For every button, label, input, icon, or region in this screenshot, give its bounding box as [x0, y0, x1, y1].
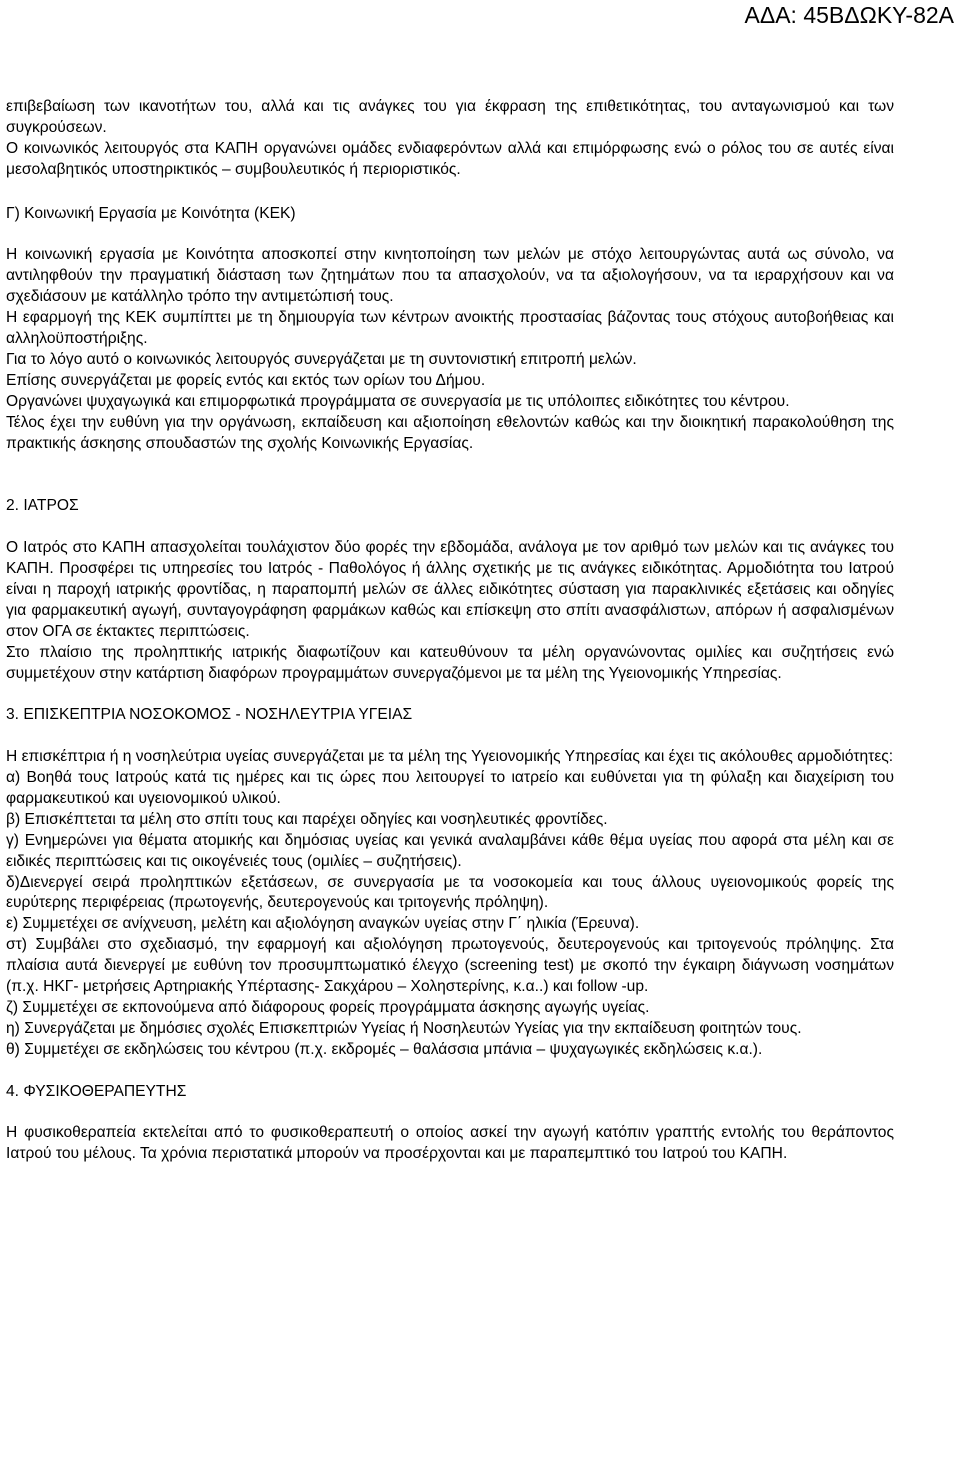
nurse-item: η) Συνεργάζεται με δημόσιες σχολές Επισκεπτριών Υγείας ή Νοσηλευτών Υγείας για την εκπαίδευση φοιτητών τους. — [6, 1019, 802, 1037]
kek-paragraph-1: Η κοινωνική εργασία με Κοινότητα αποσκοπεί στην κινητοποίηση των μελών με στόχο λειτουργώντας αυτά ως σύνολο, να αντιληφθούν την πραγματική διάσταση των ζητημάτων που τα απασχολούν, να τα αξιολογήσουν, να τα ιεραρχήσουν και να σχεδιάσουν με κατάλληλο τρόπο την αντιμετώπισή τους. — [6, 246, 894, 306]
nurse-item: α) Βοηθά τους Ιατρούς κατά τις ημέρες και τις ώρες που λειτουργεί το ιατρείο και ευθύνεται για τη φύλαξη και διαχείριση του φαρμακευτικού και υγειονομικού υλικού. — [6, 769, 894, 807]
document-page — [6, 97, 894, 1165]
kek-paragraph-3: Για το λόγο αυτό ο κοινωνικός λειτουργός συνεργάζεται με τη συντονιστική επιτροπή μελών. — [6, 350, 637, 368]
nurse-intro: Η επισκέπτρια ή η νοσηλεύτρια υγείας συνεργάζεται με τα μέλη της Υγειονομικής Υπηρεσίας και έχει τις ακόλουθες αρμοδιότητες: — [6, 748, 894, 766]
section-nurse-title: 3. ΕΠΙΣΚΕΠΤΡΙΑ ΝΟΣΟΚΟΜΟΣ - ΝΟΣΗΛΕΥΤΡΙΑ ΥΓΕΙΑΣ — [6, 706, 413, 724]
nurse-item: ζ) Συμμετέχει σε εκπονούμενα από διάφορους φορείς προγράμματα άσκησης αγωγής υγείας. — [6, 998, 650, 1016]
intro-paragraph-2: Ο κοινωνικός λειτουργός στα ΚΑΠΗ οργανώνει ομάδες ενδιαφερόντων αλλά και επιμόρφωσης ενώ ο ρόλος του σε αυτές είναι μεσολαβητικός υποστηρικτικός – συμβουλευτικός ή περιοριστικός. — [6, 139, 894, 178]
nurse-item: β) Επισκέπτεται τα μέλη στο σπίτι τους και παρέχει οδηγίες και νοσηλευτικές φροντίδες. — [6, 810, 608, 828]
kek-paragraph-2: Η εφαρμογή της ΚΕΚ συμπίπτει με τη δημιουργία των κέντρων ανοικτής προστασίας βάζοντας τους στόχους αυτοβοήθειας και αλληλοϋποστήριξης. — [6, 309, 894, 348]
section-kek-title: Γ) Κοινωνική Εργασία με Κοινότητα (ΚΕΚ) — [6, 204, 296, 222]
section-physio-title: 4. ΦΥΣΙΚΟΘΕΡΑΠΕΥΤΗΣ — [6, 1082, 187, 1100]
kek-paragraph-5: Οργανώνει ψυχαγωγικά και επιμορφωτικά προγράμματα σε συνεργασία με τις υπόλοιπες ειδικότητες του κέντρου. — [6, 392, 790, 410]
intro-paragraph-1: επιβεβαίωση των ικανοτήτων του, αλλά και τις ανάγκες του για έκφραση της επιθετικότητας, του ανταγωνισμού και των συγκρούσεων. — [6, 98, 894, 136]
doctor-paragraph-1: Ο Ιατρός στο ΚΑΠΗ απασχολείται τουλάχιστον δύο φορές την εβδομάδα, ανάλογα με τον αριθμό των μελών και τις ανάγκες του ΚΑΠΗ. Προσφέρει τις υπηρεσίες του Ιατρός - Παθολόγος ή άλλης σχετικής με τις ανάγκες ειδικότητας. Αρμοδιότητα του Ιατρού είναι η παροχή ιατρικής φροντίδας, η παραπομπή μελών σε άλλες ειδικότητες σύσταση για παρακλινικές εξετάσεις και οδηγίες για φαρμακευτική αγωγή, συνταγογράφηση φαρμάκων καθώς και επίσκεψη στο σπίτι ανασφάλιστων, απόρων ή ασφαλισμένων στον ΟΓΑ σε έκτακτες περιπτώσεις. — [6, 539, 894, 640]
kek-paragraph-4: Επίσης συνεργάζεται με φορείς εντός και εκτός των ορίων του Δήμου. — [6, 371, 486, 389]
doctor-paragraph-2: Στο πλαίσιο της προληπτικής ιατρικής διαφωτίζουν και κατευθύνουν τα μέλη οργανώνοντας ομιλίες και συζητήσεις ενώ συμμετέχουν στην κατάρτιση διαφόρων προγραμμάτων συνεργαζόμενοι με τα μέλη της Υγειονομικής Υπηρεσίας. — [6, 643, 894, 682]
nurse-item: θ) Συμμετέχει σε εκδηλώσεις του κέντρου (π.χ. εκδρομές – θαλάσσια μπάνια – ψυχαγωγικές εκδηλώσεις κ.α.). — [6, 1040, 763, 1058]
section-doctor-title: 2. ΙΑΤΡΟΣ — [6, 497, 79, 515]
nurse-item: γ) Ενημερώνει για θέματα ατομικής και δημόσιας υγείας και γενικά αναλαμβάνει κάθε θέμα υγείας που αφορά στα μέλη και σε ειδικές περιπτώσεις και τις οικογένειές τους (ομιλίες – συζητήσεις). — [6, 831, 894, 870]
physio-paragraph-1: Η φυσικοθεραπεία εκτελείται από το φυσικοθεραπευτή ο οποίος ασκεί την αγωγή κατόπιν γραπτής εντολής του θεράποντος Ιατρού του μέλους. Τα χρόνια περιστατικά μπορούν να προσέρχονται και με παραπεμπτικό του Ιατρού του ΚΑΠΗ. — [6, 1124, 894, 1163]
document-code-header: ΑΔΑ: 45ΒΔΩΚΥ-82Α — [744, 2, 954, 28]
nurse-item: ε) Συμμετέχει σε ανίχνευση, μελέτη και αξιολόγηση αναγκών υγείας στην Γ΄ ηλικία (Έρευνα). — [6, 915, 640, 933]
kek-paragraph-6: Τέλος έχει την ευθύνη για την οργάνωση, εκπαίδευση και αξιοποίηση εθελοντών καθώς και την διοικητική παρακολούθηση της πρακτικής άσκησης σπουδαστών της σχολής Κοινωνικής Εργασίας. — [6, 413, 894, 452]
nurse-item: δ)Διενεργεί σειρά προληπτικών εξετάσεων, σε συνεργασία με τα νοσοκομεία και τους άλλους υγειονομικούς φορείς της ευρύτερης περιφέρειας (πρωτογενής, δευτερογενούς και τριτογενής πρόληψη). — [6, 873, 894, 912]
nurse-item: στ) Συμβάλει στο σχεδιασμό, την εφαρμογή και αξιολόγηση πρωτογενούς, δευτερογενούς και τριτογενούς πρόληψης. Στα πλαίσια αυτά διενεργεί με ευθύνη τον προσυμπτωματικό έλεγχο (screening test) με σκοπό την έγκαιρη διάγνωση νοσημάτων (π.χ. ΗΚΓ- μετρήσεις Αρτηριακής Υπέρτασης- Σακχάρου – Χοληστερίνης, κ.α..) και follow -up. — [6, 936, 894, 996]
